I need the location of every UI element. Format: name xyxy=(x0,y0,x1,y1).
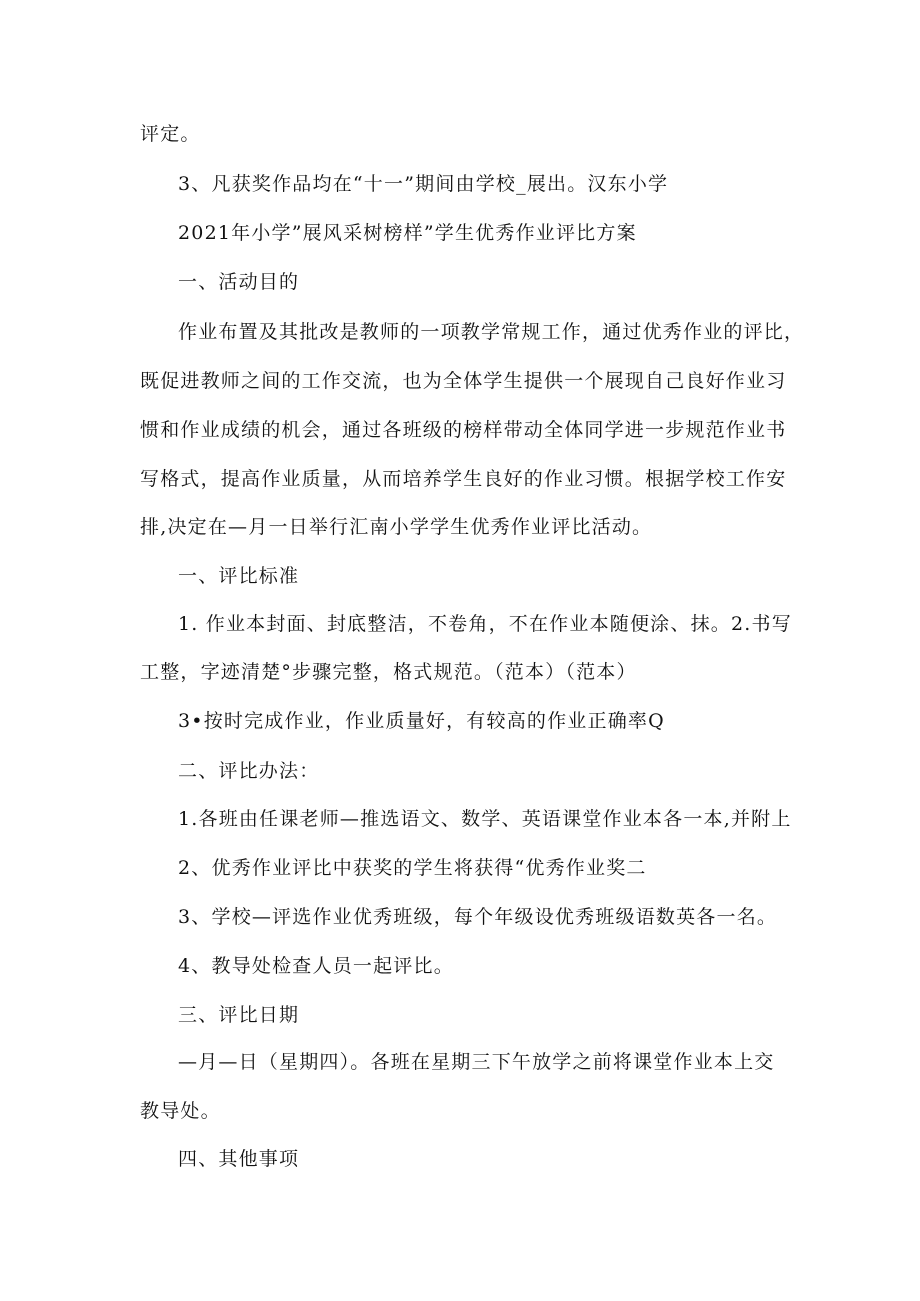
section-heading: 二、评比办法： xyxy=(178,760,320,782)
section-heading: 三、评比日期 xyxy=(178,1004,300,1026)
text-line: 工整，字迹清楚°步骤完整，格式规范。（范本）（范本） xyxy=(140,661,637,683)
text-line: 3、学校—评选作业优秀班级，每个年级设优秀班级语数英各一名。 xyxy=(178,906,778,928)
section-heading: 四、其他事项 xyxy=(178,1148,300,1170)
text-line: —月—日（星期四）。各班在星期三下午放学之前将课堂作业本上交 xyxy=(178,1051,775,1073)
document-title: 2021年小学”展风采树榜样”学生优秀作业评比方案 xyxy=(178,222,637,244)
text-line: 评定。 xyxy=(140,123,201,145)
text-line: 4、教导处检查人员一起评比。 xyxy=(178,955,454,977)
text-line: 排,决定在—月一日举行汇南小学学生优秀作业评比活动。 xyxy=(140,516,653,538)
text-line: 既促进教师之间的工作交流，也为全体学生提供一个展现自己良好作业习 xyxy=(140,370,787,392)
text-line: 写格式，提高作业质量，从而培养学生良好的作业习惯。根据学校工作安 xyxy=(140,468,787,490)
text-line: 2、优秀作业评比中获奖的学生将获得“优秀作业奖二 xyxy=(178,857,647,879)
text-line: 3•按时完成作业，作业质量好，有较高的作业正确率Q xyxy=(178,710,665,732)
section-heading: 一、评比标准 xyxy=(178,565,300,587)
text-line: 作业布置及其批改是教师的一项教学常规工作，通过优秀作业的评比， xyxy=(178,321,805,343)
text-line: 3、凡获奖作品均在“十一”期间由学校_展出。汉东小学 xyxy=(178,173,669,195)
text-line: 1. 作业本封面、封底整洁，不卷角，不在作业本随便涂、抹。2.书写 xyxy=(178,613,792,635)
text-line: 1.各班由任课老师—推选语文、数学、英语课堂作业本各一本,并附上 xyxy=(178,808,792,830)
section-heading: 一、活动目的 xyxy=(178,271,300,293)
text-line: 惯和作业成绩的机会，通过各班级的榜样带动全体同学进一步规范作业书 xyxy=(140,419,787,441)
text-line: 教导处。 xyxy=(140,1100,221,1122)
